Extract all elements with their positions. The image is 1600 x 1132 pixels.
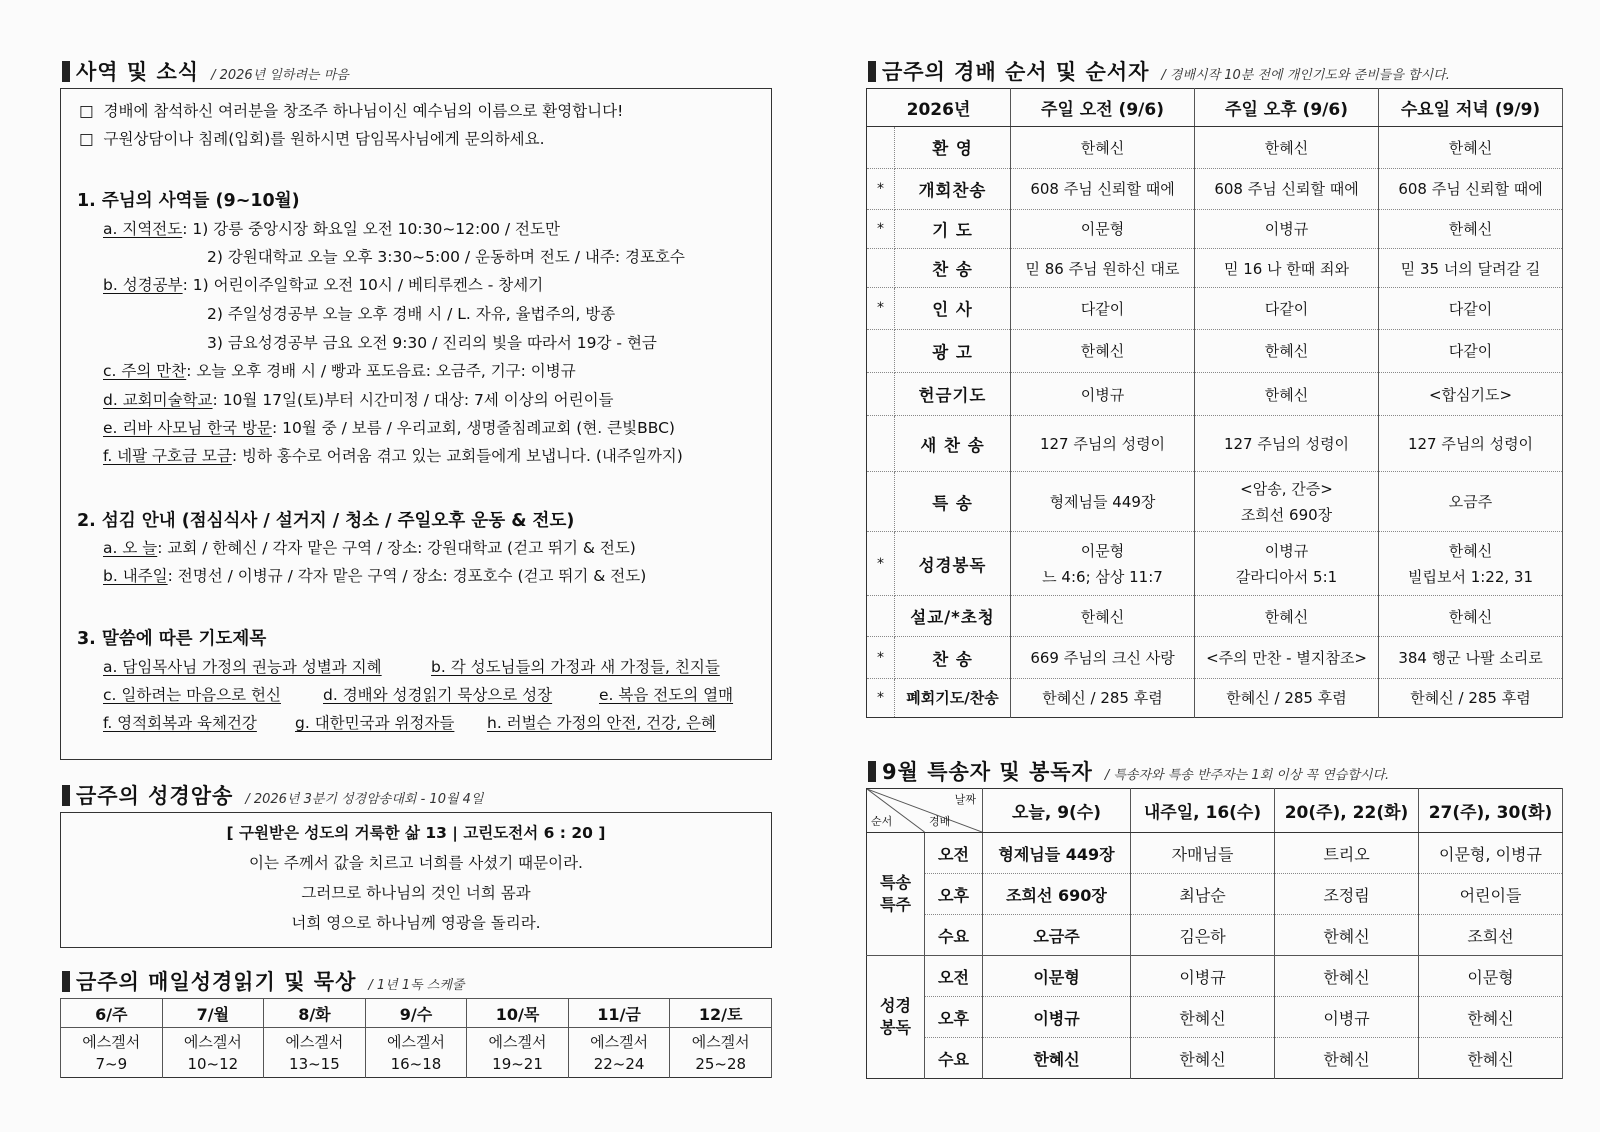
september-cell: 이병규 [1131, 956, 1275, 997]
s1b-line-1: b. 성경공부: 1) 어린이주일학교 오전 10시 / 베티루켄스 - 창세기 [103, 276, 544, 294]
reading-day: 9/수 [365, 999, 467, 1028]
order-star [867, 127, 895, 168]
september-cell: 한혜신 [1275, 1038, 1419, 1079]
news-box [60, 88, 772, 760]
slot-label: 오후 [925, 874, 983, 915]
september-cell: 자매님들 [1131, 833, 1275, 874]
reading-day: 6/주 [61, 999, 163, 1028]
order-star [867, 249, 895, 288]
september-corner-cell [867, 789, 983, 833]
order-star [867, 416, 895, 472]
reading-title: 금주의 매일성경읽기 및 묵상 [76, 970, 357, 994]
reading-subtitle: / 1년 1독 스케줄 [368, 978, 465, 993]
order-row [867, 532, 1563, 596]
slot-label: 오전 [925, 956, 983, 997]
news-subtitle: / 2026년 일하려는 마음 [211, 68, 349, 83]
september-cell: 한혜신 [1275, 915, 1419, 956]
order-cell: 한혜신 [1195, 596, 1379, 637]
september-cell: 최남순 [1131, 874, 1275, 915]
order-col-header: 주일 오후 (9/6) [1195, 89, 1379, 127]
order-cell: 한혜신 [1195, 372, 1379, 415]
corner-label-service: 경배 [929, 815, 951, 828]
reading-day: 12/토 [670, 999, 772, 1028]
order-star: * [867, 637, 895, 678]
memory-box [60, 812, 772, 948]
s2a-line: a. 오 늘: 교회 / 한혜신 / 각자 맡은 구역 / 장소: 강원대학교 (걷고 뛰기 & 전도) [103, 539, 636, 557]
order-cell: 이문형 [1011, 209, 1195, 248]
order-cell: 이병규 갈라디아서 5:1 [1195, 532, 1379, 596]
reading-day: 11/금 [568, 999, 670, 1028]
worship-order-table [866, 88, 1563, 718]
order-item: 광 고 [895, 329, 1011, 372]
september-cell: 이문형 [983, 956, 1131, 997]
order-cell: 이문형 느 4:6; 삼상 11:7 [1011, 532, 1195, 596]
slot-label: 수요 [925, 1038, 983, 1079]
order-cell: 믿 16 나 한때 죄와 [1195, 249, 1379, 288]
order-item: 설교/*초청 [895, 596, 1011, 637]
september-cell: 한혜신 [1419, 1038, 1563, 1079]
reading-cell: 에스겔서 25~28 [670, 1028, 772, 1078]
order-row [867, 416, 1563, 472]
order-cell: 127 주님의 성령이 [1011, 416, 1195, 472]
september-cell: 한혜신 [983, 1038, 1131, 1079]
september-cell: 한혜신 [1131, 997, 1275, 1038]
order-cell: 다같이 [1195, 288, 1379, 329]
order-cell: 다같이 [1379, 288, 1563, 329]
reading-chapters-row [61, 1028, 772, 1078]
s1b-line-3: 3) 금요성경공부 금요 오전 9:30 / 진리의 빛을 따라서 19강 - 현금 [207, 334, 657, 352]
reading-days-row [61, 999, 772, 1028]
order-cell: 669 주님의 크신 사랑 [1011, 637, 1195, 678]
order-star: * [867, 678, 895, 717]
september-cell: 한혜신 [1275, 956, 1419, 997]
group-special-music: 특송 특주 [867, 833, 925, 956]
september-cell: 이문형, 이병규 [1419, 833, 1563, 874]
order-cell: 608 주님 신뢰할 때에 [1195, 168, 1379, 209]
september-date-header: 20(주), 22(화) [1275, 789, 1419, 833]
order-cell: 믿 86 주님 원하신 대로 [1011, 249, 1195, 288]
september-row [867, 1038, 1563, 1079]
order-cell: 한혜신 [1011, 329, 1195, 372]
september-date-header: 오늘, 9(수) [983, 789, 1131, 833]
reading-header [62, 966, 464, 996]
order-item: 찬 송 [895, 249, 1011, 288]
prayer-item: f. 영적회복과 육체건강 [103, 714, 257, 732]
order-title: 금주의 경배 순서 및 순서자 [882, 60, 1150, 84]
slot-label: 오후 [925, 997, 983, 1038]
memory-verse-line: 그러므로 하나님의 것인 너희 몸과 [301, 884, 531, 902]
order-cell: 한혜신 [1195, 127, 1379, 168]
group-scripture-reading: 성경 봉독 [867, 956, 925, 1079]
september-cell: 오금주 [983, 915, 1131, 956]
prayer-item: h. 러벌슨 가정의 안전, 건강, 은혜 [487, 714, 716, 732]
order-row [867, 329, 1563, 372]
september-cell: 이병규 [983, 997, 1131, 1038]
order-row [867, 637, 1563, 678]
news-title: 사역 및 소식 [76, 60, 200, 84]
corner-label-date: 날짜 [954, 793, 976, 806]
september-row [867, 997, 1563, 1038]
header-bar [868, 761, 876, 782]
order-row [867, 209, 1563, 248]
september-title: 9월 특송자 및 봉독자 [882, 760, 1093, 784]
s1b-line-2: 2) 주일성경공부 오늘 오후 경배 시 / L. 자유, 율법주의, 방종 [207, 305, 616, 323]
order-star [867, 372, 895, 415]
s2b-line: b. 내주일: 전명선 / 이병규 / 각자 맡은 구역 / 장소: 경포호수 (걷고 뛰기 & 전도) [103, 567, 647, 585]
reading-cell: 에스겔서 13~15 [264, 1028, 366, 1078]
header-bar [868, 61, 876, 82]
order-cell: 한혜신 빌립보서 1:22, 31 [1379, 532, 1563, 596]
header-bar [62, 61, 70, 82]
slot-label: 수요 [925, 915, 983, 956]
order-cell: 384 행군 나팔 소리로 [1379, 637, 1563, 678]
order-cell: 한혜신 / 285 후렴 [1011, 678, 1195, 717]
section-3-title: 3. 말씀에 따른 기도제목 [77, 629, 267, 649]
prayer-item: c. 일하려는 마음으로 헌신 [103, 686, 281, 704]
order-cell: <암송, 간증> 조희선 690장 [1195, 472, 1379, 532]
september-cell: 한혜신 [1419, 997, 1563, 1038]
reading-cell: 에스겔서 7~9 [61, 1028, 163, 1078]
order-col-header: 수요일 저녁 (9/9) [1379, 89, 1563, 127]
order-cell: 608 주님 신뢰할 때에 [1379, 168, 1563, 209]
order-row [867, 127, 1563, 168]
order-item: 찬 송 [895, 637, 1011, 678]
order-cell: 믿 35 너의 달려갈 길 [1379, 249, 1563, 288]
reading-cell: 에스겔서 16~18 [365, 1028, 467, 1078]
order-header-row [867, 89, 1563, 127]
order-col-header: 주일 오전 (9/6) [1011, 89, 1195, 127]
order-star: * [867, 532, 895, 596]
september-header-row [867, 789, 1563, 833]
prayer-item: b. 각 성도님들의 가정과 새 가정들, 친지들 [431, 658, 720, 676]
s1a-line-1: a. 지역전도: 1) 강릉 중앙시장 화요일 오전 10:30~12:00 / 전도만 [103, 220, 560, 238]
september-date-header: 내주일, 16(수) [1131, 789, 1275, 833]
order-item: 새 찬 송 [895, 416, 1011, 472]
prayer-item: g. 대한민국과 위정자들 [295, 714, 455, 732]
september-cell: 김은하 [1131, 915, 1275, 956]
order-row [867, 596, 1563, 637]
september-row [867, 833, 1563, 874]
september-cell: 조희선 [1419, 915, 1563, 956]
header-bar [62, 971, 70, 992]
order-row [867, 249, 1563, 288]
order-cell: 127 주님의 성령이 [1195, 416, 1379, 472]
section-2-title: 2. 섬김 안내 (점심식사 / 설거지 / 청소 / 주일오후 운동 & 전도) [77, 511, 575, 531]
order-cell: 한혜신 [1011, 127, 1195, 168]
reading-day: 7/월 [162, 999, 264, 1028]
order-cell: 다같이 [1379, 329, 1563, 372]
order-year-header: 2026년 [867, 89, 1011, 127]
order-row [867, 678, 1563, 717]
s1e-line: e. 리바 사모님 한국 방문: 10월 중 / 보름 / 우리교회, 생명줄침례교회 (현. 큰빛BBC) [103, 419, 675, 437]
order-cell: 한혜신 [1195, 329, 1379, 372]
reading-cell: 에스겔서 22~24 [568, 1028, 670, 1078]
memory-header [62, 780, 483, 810]
order-cell: 형제님들 449장 [1011, 472, 1195, 532]
order-item: 기 도 [895, 209, 1011, 248]
s1f-line: f. 네팔 구호금 모금: 빙하 홍수로 어려움 겪고 있는 교회들에게 보냅니다. (내주일까지) [103, 447, 683, 465]
order-star [867, 472, 895, 532]
prayer-item: a. 담임목사님 가정의 권능과 성별과 지혜 [103, 658, 382, 676]
september-row [867, 874, 1563, 915]
prayer-item: e. 복음 전도의 열매 [599, 686, 734, 704]
order-cell: 한혜신 [1379, 127, 1563, 168]
order-cell: 한혜신 / 285 후렴 [1195, 678, 1379, 717]
september-cell: 트리오 [1275, 833, 1419, 874]
order-cell: <합심기도> [1379, 372, 1563, 415]
welcome-line-2: □ 구원상담이나 침례(입회)를 원하시면 담임목사님에게 문의하세요. [79, 130, 545, 148]
s1d-line: d. 교회미술학교: 10월 17일(토)부터 시간미정 / 대상: 7세 이상의 어린이들 [103, 391, 614, 409]
news-header [62, 56, 349, 86]
september-cell: 형제님들 449장 [983, 833, 1131, 874]
s1a-line-2: 2) 강원대학교 오늘 오후 3:30~5:00 / 운동하며 전도 / 내주: 경포호수 [207, 248, 685, 266]
order-cell: <주의 만찬 - 별지참조> [1195, 637, 1379, 678]
order-cell: 오금주 [1379, 472, 1563, 532]
september-cell: 이문형 [1419, 956, 1563, 997]
order-row [867, 472, 1563, 532]
order-star [867, 329, 895, 372]
september-subtitle: / 특송자와 특송 반주자는 1회 이상 꼭 연습합시다. [1104, 768, 1390, 783]
september-date-header: 27(주), 30(화) [1419, 789, 1563, 833]
reading-day: 8/화 [264, 999, 366, 1028]
order-cell: 127 주님의 성령이 [1379, 416, 1563, 472]
memory-verse-line: 너희 영으로 하나님께 영광을 돌리라. [291, 914, 541, 932]
order-cell: 한혜신 / 285 후렴 [1379, 678, 1563, 717]
slot-label: 오전 [925, 833, 983, 874]
order-header [868, 56, 1450, 86]
september-cell: 어린이들 [1419, 874, 1563, 915]
order-row [867, 168, 1563, 209]
reading-day: 10/목 [467, 999, 569, 1028]
september-header [868, 756, 1389, 786]
order-item: 개회찬송 [895, 168, 1011, 209]
s1c-line: c. 주의 만찬: 오늘 오후 경배 시 / 빵과 포도음료: 오금주, 기구: 이병규 [103, 362, 576, 380]
september-cell: 이병규 [1275, 997, 1419, 1038]
order-star: * [867, 209, 895, 248]
september-cell: 한혜신 [1131, 1038, 1275, 1079]
welcome-line-1: □ 경배에 참석하신 여러분을 창조주 하나님이신 예수님의 이름으로 환영합니다! [79, 102, 624, 120]
memory-verse-line: 이는 주께서 값을 치르고 너희를 사셨기 때문이라. [249, 854, 583, 872]
header-bar [62, 785, 70, 806]
september-cell: 조정림 [1275, 874, 1419, 915]
order-item: 폐회기도/찬송 [895, 678, 1011, 717]
order-star: * [867, 168, 895, 209]
order-row [867, 288, 1563, 329]
order-cell: 이병규 [1011, 372, 1195, 415]
order-subtitle: / 경배시작 10분 전에 개인기도와 준비들을 합시다. [1161, 68, 1450, 83]
order-item: 환 영 [895, 127, 1011, 168]
reading-cell: 에스겔서 10~12 [162, 1028, 264, 1078]
reading-table [60, 998, 772, 1078]
september-cell: 조희선 690장 [983, 874, 1131, 915]
order-cell: 한혜신 [1379, 209, 1563, 248]
order-cell: 한혜신 [1379, 596, 1563, 637]
september-row [867, 915, 1563, 956]
order-item: 특 송 [895, 472, 1011, 532]
memory-title: 금주의 성경암송 [76, 784, 234, 808]
order-star: * [867, 288, 895, 329]
prayer-item: d. 경배와 성경읽기 묵상으로 성장 [323, 686, 553, 704]
reading-cell: 에스겔서 19~21 [467, 1028, 569, 1078]
september-row [867, 956, 1563, 997]
section-1-title: 1. 주님의 사역들 (9~10월) [77, 191, 300, 211]
order-row [867, 372, 1563, 415]
order-cell: 한혜신 [1011, 596, 1195, 637]
memory-subtitle: / 2026년 3분기 성경암송대회 - 10월 4일 [245, 792, 484, 807]
september-table [866, 788, 1563, 1079]
corner-label-order: 순서 [871, 815, 893, 828]
order-star [867, 596, 895, 637]
order-item: 인 사 [895, 288, 1011, 329]
memory-reference: [ 구원받은 성도의 거룩한 삶 13 | 고린도전서 6 : 20 ] [226, 824, 606, 842]
order-item: 헌금기도 [895, 372, 1011, 415]
order-item: 성경봉독 [895, 532, 1011, 596]
order-cell: 608 주님 신뢰할 때에 [1011, 168, 1195, 209]
order-cell: 다같이 [1011, 288, 1195, 329]
order-cell: 이병규 [1195, 209, 1379, 248]
